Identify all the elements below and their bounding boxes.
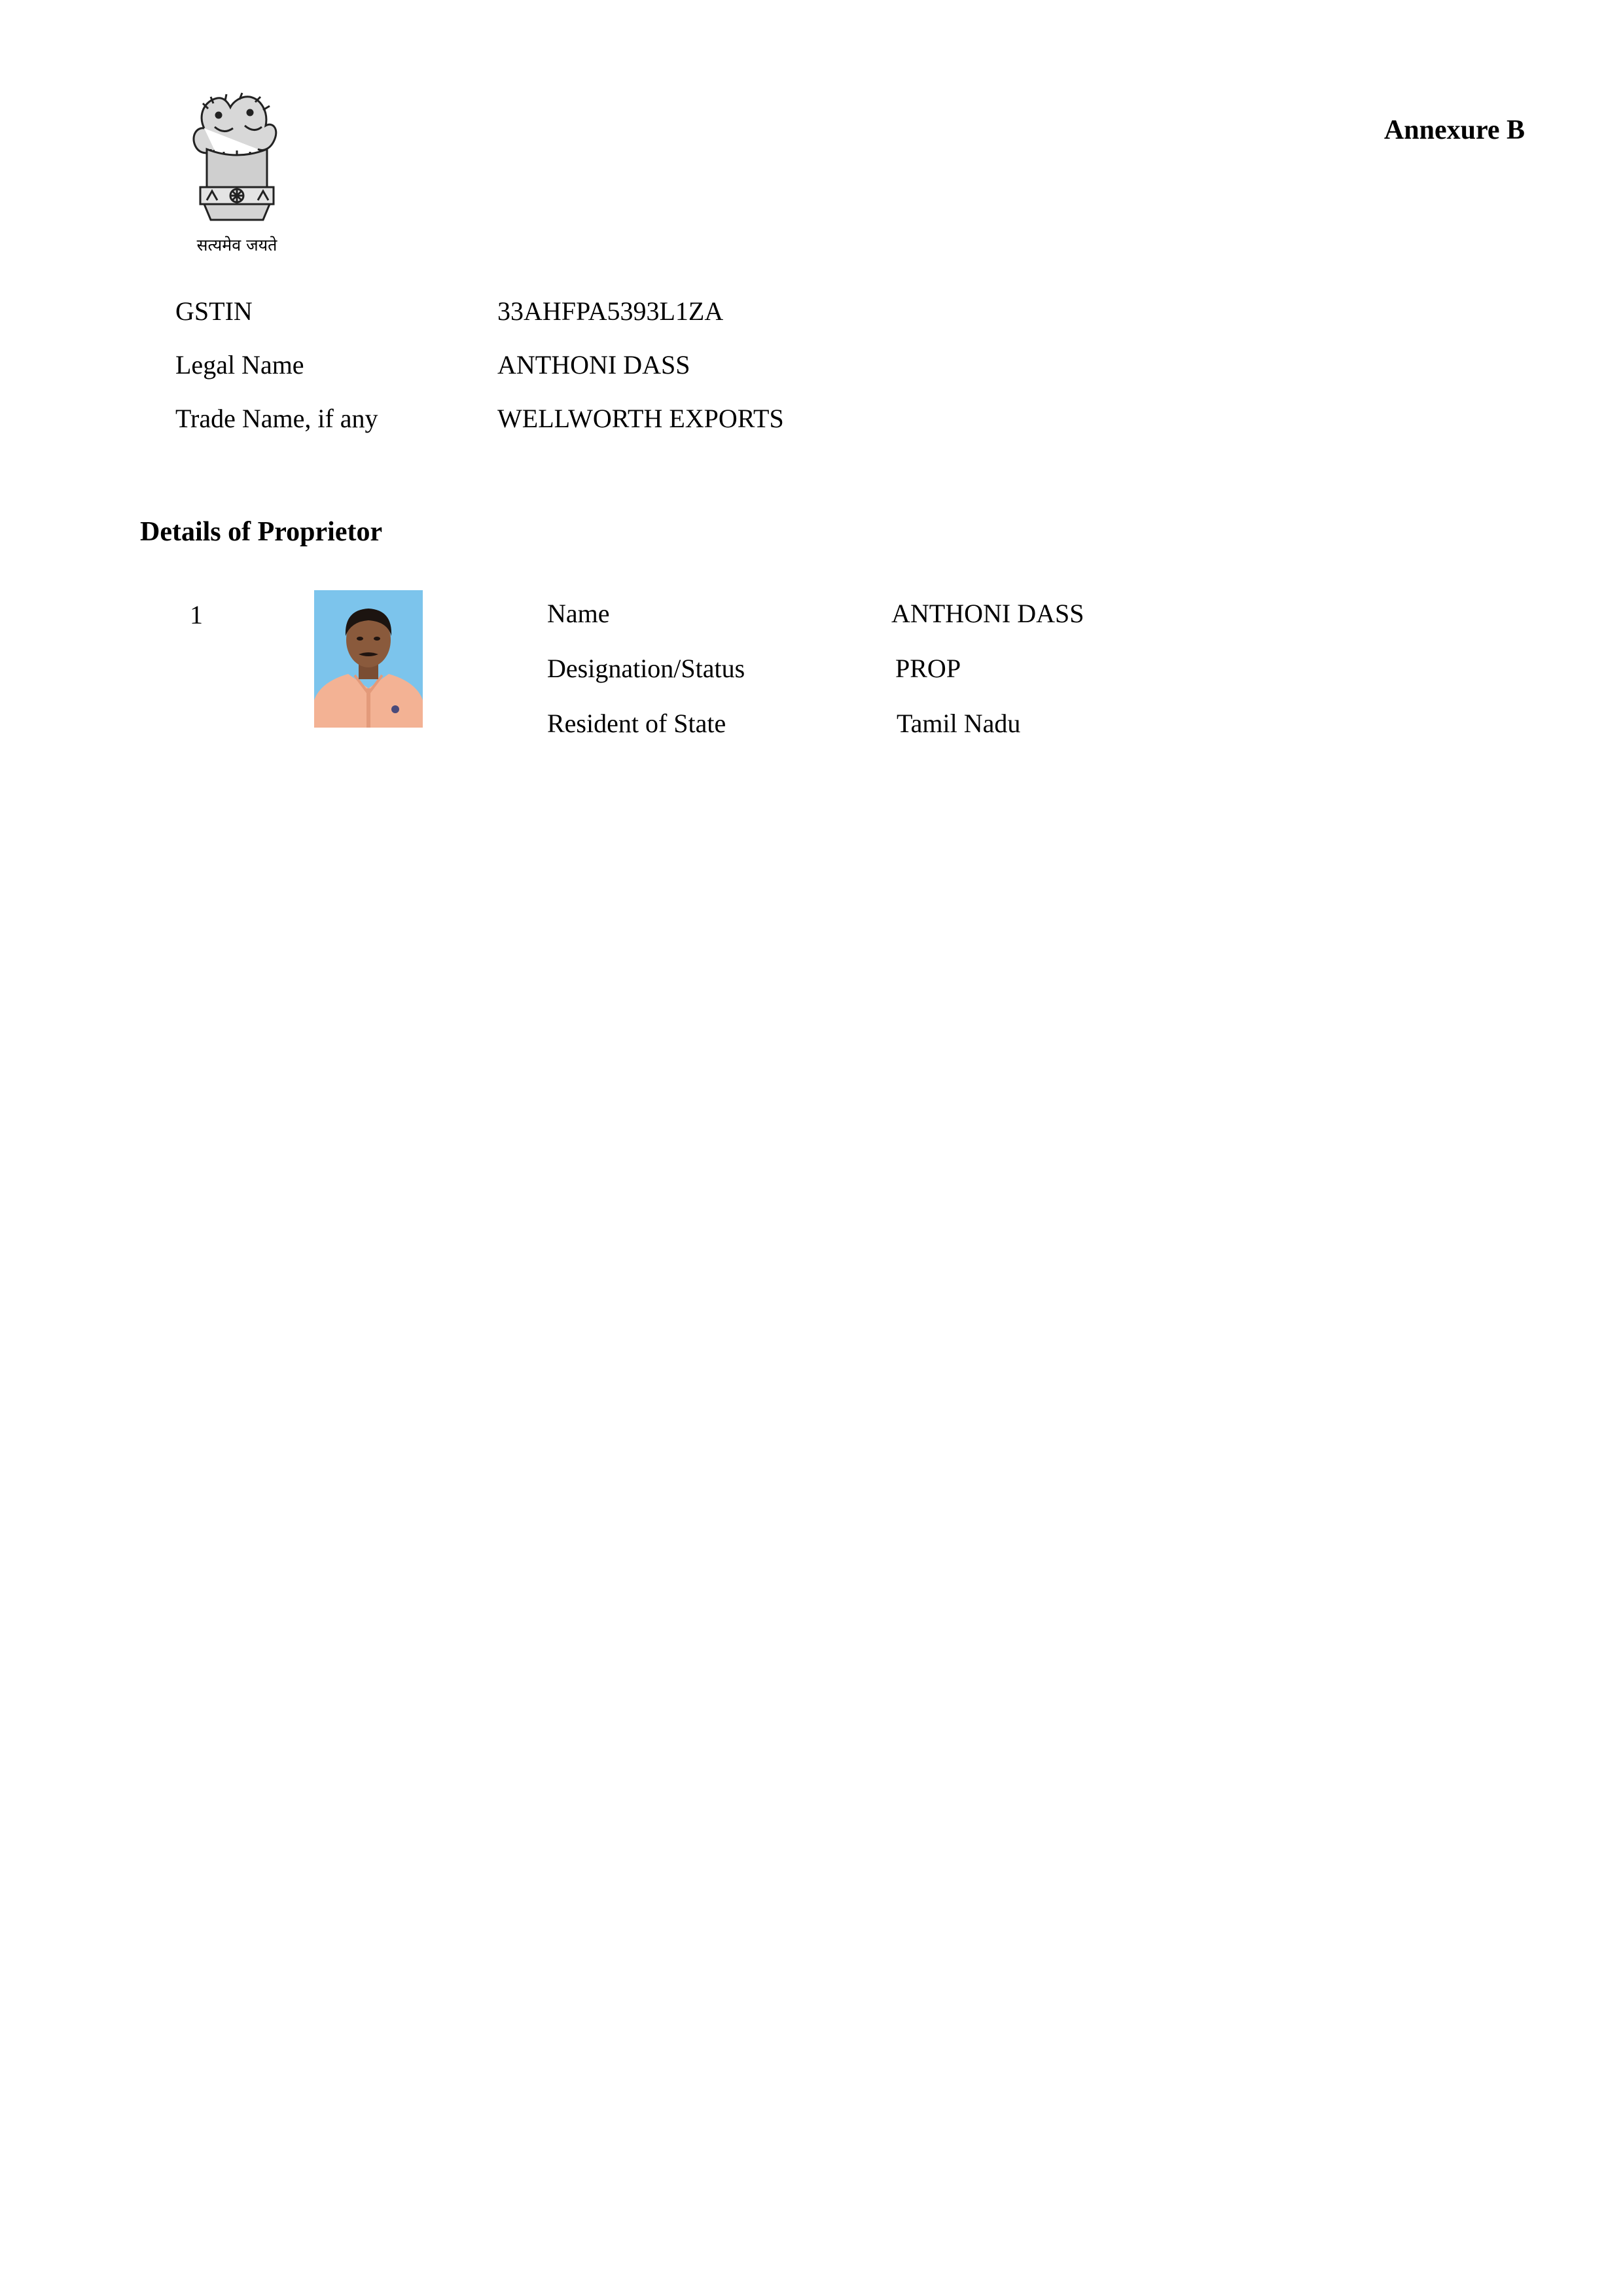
proprietor-designation-value: PROP — [895, 654, 961, 683]
gstin-value: 33AHFPA5393L1ZA — [497, 296, 724, 326]
legal-name-label: Legal Name — [175, 350, 304, 380]
gstin-label: GSTIN — [175, 296, 253, 326]
proprietor-name-value: ANTHONI DASS — [891, 599, 1084, 628]
legal-name-value: ANTHONI DASS — [497, 350, 690, 380]
emblem-motto: सत्यमेव जयते — [196, 236, 277, 255]
proprietor-name-label: Name — [547, 599, 610, 628]
trade-name-label: Trade Name, if any — [175, 404, 378, 433]
trade-name-value: WELLWORTH EXPORTS — [497, 404, 784, 433]
proprietor-state-label: Resident of State — [547, 709, 726, 738]
annexure-label: Annexure B — [1383, 115, 1525, 145]
proprietor-designation-label: Designation/Status — [547, 654, 745, 683]
proprietor-state-value: Tamil Nadu — [897, 709, 1021, 738]
section-title: Details of Proprietor — [140, 517, 383, 547]
person-photo-icon — [314, 590, 423, 728]
proprietor-serial: 1 — [190, 600, 203, 629]
